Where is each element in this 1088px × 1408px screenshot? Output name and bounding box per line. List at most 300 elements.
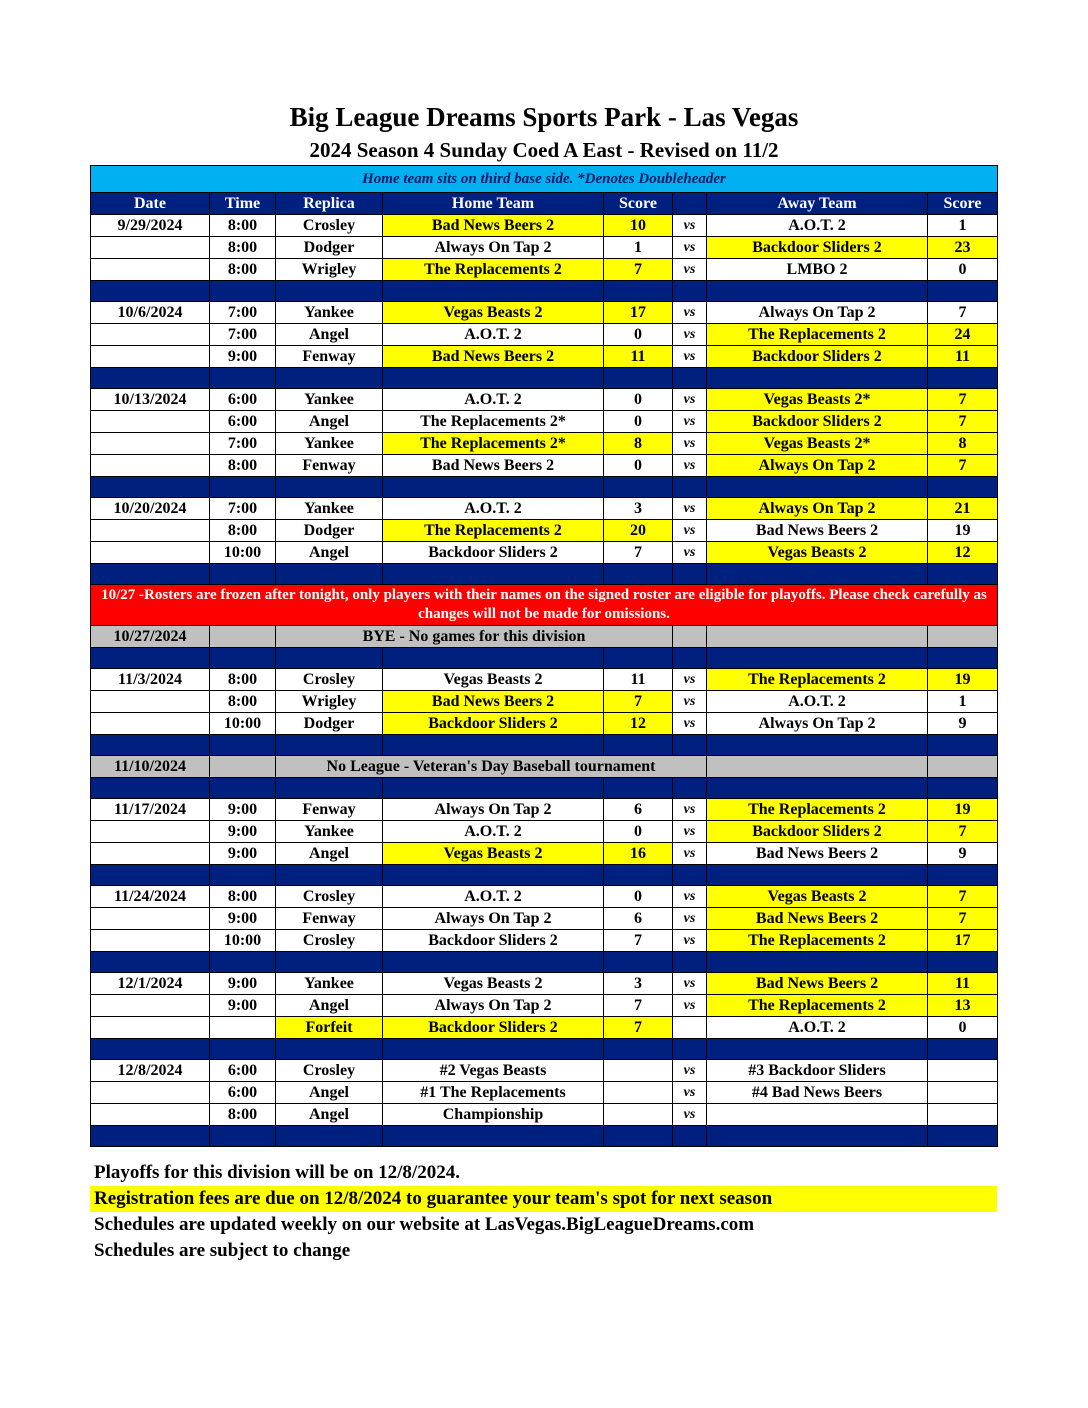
home-team-cell: #1 The Replacements — [383, 1082, 604, 1104]
away-team-cell: The Replacements 2 — [707, 995, 928, 1017]
away-score-cell: 19 — [928, 520, 998, 542]
separator-cell — [383, 1039, 604, 1060]
away-score-cell: 9 — [928, 713, 998, 735]
separator-cell — [210, 477, 276, 498]
subject-note: Schedules are subject to change — [94, 1240, 351, 1261]
home-team-cell: A.O.T. 2 — [383, 324, 604, 346]
away-team-cell: The Replacements 2 — [707, 669, 928, 691]
separator-cell — [673, 778, 707, 799]
home-score-cell: 0 — [604, 886, 673, 908]
date-cell — [91, 1082, 210, 1104]
separator-cell — [276, 368, 383, 389]
playoffs-note: Playoffs for this division will be on 12/8/2024. — [94, 1162, 460, 1183]
away-team-cell — [707, 1104, 928, 1126]
separator-cell — [707, 865, 928, 886]
separator-cell — [604, 648, 673, 669]
separator-cell — [604, 735, 673, 756]
time-cell: 7:00 — [210, 324, 276, 346]
away-team-cell: Vegas Beasts 2 — [707, 542, 928, 564]
separator-cell — [383, 1126, 604, 1147]
vs-cell: vs — [673, 520, 707, 542]
home-score-cell: 7 — [604, 259, 673, 281]
away-score-cell — [928, 1104, 998, 1126]
vs-cell: vs — [673, 799, 707, 821]
home-team-cell: Always On Tap 2 — [383, 237, 604, 259]
time-cell: 8:00 — [210, 669, 276, 691]
game-row — [91, 1017, 998, 1039]
away-score-cell: 7 — [928, 302, 998, 324]
separator-cell — [707, 778, 928, 799]
vs-cell: vs — [673, 821, 707, 843]
separator-cell — [707, 1039, 928, 1060]
away-score-cell: 17 — [928, 930, 998, 952]
field-cell: Angel — [276, 324, 383, 346]
away-score-cell: 11 — [928, 973, 998, 995]
separator-row — [91, 1039, 998, 1060]
time-cell: 9:00 — [210, 908, 276, 930]
field-cell: Crosley — [276, 215, 383, 237]
separator-cell — [91, 281, 210, 302]
away-team-cell: #4 Bad News Beers — [707, 1082, 928, 1104]
home-score-cell: 0 — [604, 324, 673, 346]
date-cell: 11/17/2024 — [91, 799, 210, 821]
date-cell — [91, 520, 210, 542]
separator-cell — [383, 281, 604, 302]
field-cell: Yankee — [276, 433, 383, 455]
away-score-cell: 23 — [928, 237, 998, 259]
separator-cell — [928, 1039, 998, 1060]
away-team-cell: Always On Tap 2 — [707, 498, 928, 520]
separator-cell — [673, 564, 707, 585]
bye-text: BYE - No games for this division — [276, 626, 673, 648]
separator-cell — [928, 368, 998, 389]
time-cell: 8:00 — [210, 886, 276, 908]
game-row — [91, 498, 998, 520]
away-score-cell: 13 — [928, 995, 998, 1017]
date-cell — [91, 324, 210, 346]
game-row — [91, 1060, 998, 1082]
home-score-cell: 3 — [604, 498, 673, 520]
home-team-cell: Backdoor Sliders 2 — [383, 930, 604, 952]
col-away-score: Score — [928, 193, 998, 215]
date-cell: 12/1/2024 — [91, 973, 210, 995]
time-cell: 6:00 — [210, 389, 276, 411]
away-score-cell: 7 — [928, 886, 998, 908]
game-row — [91, 346, 998, 368]
separator-row — [91, 735, 998, 756]
field-cell: Wrigley — [276, 691, 383, 713]
field-cell: Yankee — [276, 389, 383, 411]
date-cell: 10/6/2024 — [91, 302, 210, 324]
away-team-cell: A.O.T. 2 — [707, 215, 928, 237]
game-row — [91, 455, 998, 477]
time-cell: 8:00 — [210, 455, 276, 477]
game-row — [91, 669, 998, 691]
home-score-cell — [604, 1104, 673, 1126]
home-team-cell: Bad News Beers 2 — [383, 215, 604, 237]
date-cell — [91, 843, 210, 865]
vs-cell: vs — [673, 930, 707, 952]
separator-cell — [707, 564, 928, 585]
game-row — [91, 973, 998, 995]
separator-cell — [673, 1039, 707, 1060]
game-row — [91, 215, 998, 237]
time-cell: 7:00 — [210, 498, 276, 520]
separator-cell — [91, 778, 210, 799]
vs-cell: vs — [673, 886, 707, 908]
game-row — [91, 389, 998, 411]
date-cell: 9/29/2024 — [91, 215, 210, 237]
home-score-cell: 10 — [604, 215, 673, 237]
time-cell — [210, 1017, 276, 1039]
time-cell: 8:00 — [210, 1104, 276, 1126]
home-score-cell: 11 — [604, 346, 673, 368]
away-score-cell — [928, 1060, 998, 1082]
separator-cell — [604, 778, 673, 799]
home-score-cell: 6 — [604, 908, 673, 930]
date-cell — [91, 237, 210, 259]
separator-cell — [707, 1126, 928, 1147]
empty-cell — [210, 756, 276, 778]
home-score-cell: 1 — [604, 237, 673, 259]
date-cell — [91, 821, 210, 843]
away-team-cell: Backdoor Sliders 2 — [707, 346, 928, 368]
vs-cell: vs — [673, 324, 707, 346]
home-score-cell: 7 — [604, 930, 673, 952]
home-score-cell — [604, 1082, 673, 1104]
date-cell — [91, 455, 210, 477]
website-note: Schedules are updated weekly on our website at LasVegas.BigLeagueDreams.com — [94, 1214, 755, 1235]
field-cell: Crosley — [276, 669, 383, 691]
separator-cell — [91, 477, 210, 498]
home-score-cell: 7 — [604, 691, 673, 713]
home-score-cell: 7 — [604, 542, 673, 564]
away-team-cell: Backdoor Sliders 2 — [707, 821, 928, 843]
home-team-cell: Backdoor Sliders 2 — [383, 542, 604, 564]
separator-cell — [383, 564, 604, 585]
roster-notice-row — [91, 585, 998, 626]
date-cell — [91, 411, 210, 433]
registration-note: Registration fees are due on 12/8/2024 to guarantee your team's spot for next season — [90, 1186, 997, 1212]
home-team-cell: The Replacements 2 — [383, 259, 604, 281]
home-team-cell: Bad News Beers 2 — [383, 691, 604, 713]
separator-cell — [276, 735, 383, 756]
home-score-cell: 16 — [604, 843, 673, 865]
separator-cell — [604, 281, 673, 302]
vs-cell: vs — [673, 908, 707, 930]
away-score-cell: 1 — [928, 691, 998, 713]
home-score-cell: 6 — [604, 799, 673, 821]
field-cell: Crosley — [276, 1060, 383, 1082]
separator-cell — [276, 1126, 383, 1147]
vs-cell: vs — [673, 1060, 707, 1082]
separator-cell — [928, 952, 998, 973]
date-cell — [91, 433, 210, 455]
date-cell — [91, 930, 210, 952]
separator-cell — [673, 1126, 707, 1147]
home-team-cell: The Replacements 2* — [383, 411, 604, 433]
date-cell — [91, 713, 210, 735]
vs-cell: vs — [673, 433, 707, 455]
away-score-cell: 9 — [928, 843, 998, 865]
separator-cell — [707, 952, 928, 973]
away-team-cell: Always On Tap 2 — [707, 302, 928, 324]
roster-notice: 10/27 -Rosters are frozen after tonight, only players with their names on the signed roster are eligible for playoffs. Please check carefully as changes will not be made for omissions. — [91, 585, 998, 626]
separator-cell — [928, 281, 998, 302]
vs-cell: vs — [673, 995, 707, 1017]
away-team-cell: Vegas Beasts 2 — [707, 886, 928, 908]
away-team-cell: Vegas Beasts 2* — [707, 389, 928, 411]
home-team-cell: Always On Tap 2 — [383, 799, 604, 821]
vs-cell: vs — [673, 691, 707, 713]
vs-cell — [673, 1017, 707, 1039]
separator-row — [91, 952, 998, 973]
vs-cell: vs — [673, 973, 707, 995]
game-row — [91, 324, 998, 346]
game-row — [91, 259, 998, 281]
separator-cell — [276, 648, 383, 669]
field-cell: Fenway — [276, 455, 383, 477]
separator-cell — [210, 778, 276, 799]
away-team-cell: Bad News Beers 2 — [707, 973, 928, 995]
away-score-cell: 7 — [928, 411, 998, 433]
vs-cell: vs — [673, 346, 707, 368]
field-cell: Angel — [276, 1082, 383, 1104]
col-home-score: Score — [604, 193, 673, 215]
away-score-cell — [928, 1082, 998, 1104]
separator-cell — [210, 1126, 276, 1147]
time-cell: 10:00 — [210, 930, 276, 952]
separator-cell — [673, 368, 707, 389]
empty-cell — [673, 626, 707, 648]
separator-cell — [928, 735, 998, 756]
away-team-cell: Bad News Beers 2 — [707, 908, 928, 930]
game-row — [91, 542, 998, 564]
game-row — [91, 691, 998, 713]
note-text: Home team sits on third base side. *Denotes Doubleheader — [91, 166, 998, 193]
time-cell: 10:00 — [210, 713, 276, 735]
vs-cell: vs — [673, 259, 707, 281]
empty-cell — [928, 626, 998, 648]
home-score-cell: 8 — [604, 433, 673, 455]
separator-cell — [91, 952, 210, 973]
game-row — [91, 520, 998, 542]
col-replica: Replica — [276, 193, 383, 215]
separator-cell — [276, 1039, 383, 1060]
home-team-cell: Championship — [383, 1104, 604, 1126]
separator-cell — [383, 865, 604, 886]
separator-cell — [928, 1126, 998, 1147]
date-cell: 12/8/2024 — [91, 1060, 210, 1082]
date-cell: 10/27/2024 — [91, 626, 210, 648]
time-cell: 8:00 — [210, 237, 276, 259]
away-team-cell: The Replacements 2 — [707, 324, 928, 346]
separator-cell — [91, 368, 210, 389]
field-cell: Angel — [276, 843, 383, 865]
vs-cell: vs — [673, 389, 707, 411]
home-team-cell: #2 Vegas Beasts — [383, 1060, 604, 1082]
field-cell: Angel — [276, 411, 383, 433]
date-cell — [91, 995, 210, 1017]
field-cell: Angel — [276, 1104, 383, 1126]
field-cell: Dodger — [276, 713, 383, 735]
empty-cell — [707, 756, 928, 778]
col-vs — [673, 193, 707, 215]
vs-cell: vs — [673, 669, 707, 691]
field-cell: Fenway — [276, 799, 383, 821]
separator-cell — [928, 564, 998, 585]
vs-cell: vs — [673, 498, 707, 520]
separator-cell — [210, 952, 276, 973]
field-cell: Wrigley — [276, 259, 383, 281]
col-date: Date — [91, 193, 210, 215]
separator-cell — [673, 865, 707, 886]
home-score-cell: 7 — [604, 1017, 673, 1039]
away-score-cell: 7 — [928, 908, 998, 930]
home-team-cell: Always On Tap 2 — [383, 908, 604, 930]
field-cell: Fenway — [276, 908, 383, 930]
time-cell: 6:00 — [210, 1060, 276, 1082]
separator-cell — [707, 648, 928, 669]
field-cell: Yankee — [276, 821, 383, 843]
field-cell: Angel — [276, 542, 383, 564]
date-cell: 10/13/2024 — [91, 389, 210, 411]
date-cell — [91, 346, 210, 368]
vs-cell: vs — [673, 1104, 707, 1126]
home-score-cell: 11 — [604, 669, 673, 691]
away-score-cell: 19 — [928, 799, 998, 821]
separator-row — [91, 778, 998, 799]
separator-cell — [91, 564, 210, 585]
vs-cell: vs — [673, 542, 707, 564]
date-cell — [91, 259, 210, 281]
separator-cell — [673, 477, 707, 498]
home-team-cell: A.O.T. 2 — [383, 886, 604, 908]
separator-row — [91, 865, 998, 886]
vs-cell: vs — [673, 843, 707, 865]
separator-cell — [928, 477, 998, 498]
field-cell: Crosley — [276, 930, 383, 952]
separator-cell — [604, 477, 673, 498]
empty-cell — [210, 626, 276, 648]
away-score-cell: 7 — [928, 389, 998, 411]
separator-cell — [928, 648, 998, 669]
separator-cell — [673, 648, 707, 669]
separator-row — [91, 477, 998, 498]
time-cell: 7:00 — [210, 302, 276, 324]
field-cell: Crosley — [276, 886, 383, 908]
date-cell — [91, 908, 210, 930]
game-row — [91, 713, 998, 735]
home-score-cell: 0 — [604, 389, 673, 411]
no-league-text: No League - Veteran's Day Baseball tournament — [276, 756, 707, 778]
time-cell: 10:00 — [210, 542, 276, 564]
header-row — [91, 193, 998, 215]
home-score-cell: 3 — [604, 973, 673, 995]
away-score-cell: 1 — [928, 215, 998, 237]
time-cell: 9:00 — [210, 843, 276, 865]
vs-cell: vs — [673, 455, 707, 477]
separator-row — [91, 564, 998, 585]
home-team-cell: A.O.T. 2 — [383, 389, 604, 411]
home-score-cell: 12 — [604, 713, 673, 735]
home-team-cell: Vegas Beasts 2 — [383, 669, 604, 691]
time-cell: 8:00 — [210, 215, 276, 237]
separator-cell — [276, 477, 383, 498]
note-row — [91, 166, 998, 193]
separator-row — [91, 1126, 998, 1147]
game-row — [91, 237, 998, 259]
separator-cell — [707, 368, 928, 389]
date-cell — [91, 1017, 210, 1039]
away-score-cell: 21 — [928, 498, 998, 520]
separator-cell — [673, 735, 707, 756]
separator-cell — [276, 778, 383, 799]
home-team-cell: Vegas Beasts 2 — [383, 302, 604, 324]
separator-cell — [210, 648, 276, 669]
away-team-cell: Vegas Beasts 2* — [707, 433, 928, 455]
game-row — [91, 411, 998, 433]
date-cell: 10/20/2024 — [91, 498, 210, 520]
date-cell — [91, 691, 210, 713]
game-row — [91, 1082, 998, 1104]
away-team-cell: Backdoor Sliders 2 — [707, 237, 928, 259]
separator-row — [91, 281, 998, 302]
home-score-cell: 0 — [604, 455, 673, 477]
away-team-cell: Bad News Beers 2 — [707, 843, 928, 865]
date-cell — [91, 1104, 210, 1126]
home-team-cell: Bad News Beers 2 — [383, 455, 604, 477]
separator-cell — [383, 952, 604, 973]
away-score-cell: 8 — [928, 433, 998, 455]
time-cell: 6:00 — [210, 411, 276, 433]
separator-cell — [276, 564, 383, 585]
home-team-cell: Vegas Beasts 2 — [383, 973, 604, 995]
separator-row — [91, 368, 998, 389]
date-cell: 11/24/2024 — [91, 886, 210, 908]
home-team-cell: The Replacements 2 — [383, 520, 604, 542]
page-subtitle: 2024 Season 4 Sunday Coed A East - Revised on 11/2 — [309, 138, 779, 162]
game-row — [91, 908, 998, 930]
home-score-cell: 17 — [604, 302, 673, 324]
home-team-cell: Backdoor Sliders 2 — [383, 1017, 604, 1039]
separator-cell — [276, 281, 383, 302]
game-row — [91, 799, 998, 821]
game-row — [91, 930, 998, 952]
separator-cell — [210, 865, 276, 886]
date-cell: 11/10/2024 — [91, 756, 210, 778]
schedule-table — [90, 165, 998, 1147]
time-cell: 9:00 — [210, 821, 276, 843]
vs-cell: vs — [673, 713, 707, 735]
separator-cell — [383, 368, 604, 389]
away-team-cell: A.O.T. 2 — [707, 1017, 928, 1039]
game-row — [91, 995, 998, 1017]
page-title: Big League Dreams Sports Park - Las Vegas — [289, 102, 799, 132]
field-cell: Yankee — [276, 973, 383, 995]
home-team-cell: Vegas Beasts 2 — [383, 843, 604, 865]
separator-cell — [707, 477, 928, 498]
away-team-cell: The Replacements 2 — [707, 930, 928, 952]
vs-cell: vs — [673, 237, 707, 259]
col-home-team: Home Team — [383, 193, 604, 215]
game-row — [91, 886, 998, 908]
separator-cell — [276, 865, 383, 886]
date-cell — [91, 542, 210, 564]
vs-cell: vs — [673, 302, 707, 324]
separator-cell — [91, 648, 210, 669]
separator-cell — [210, 368, 276, 389]
